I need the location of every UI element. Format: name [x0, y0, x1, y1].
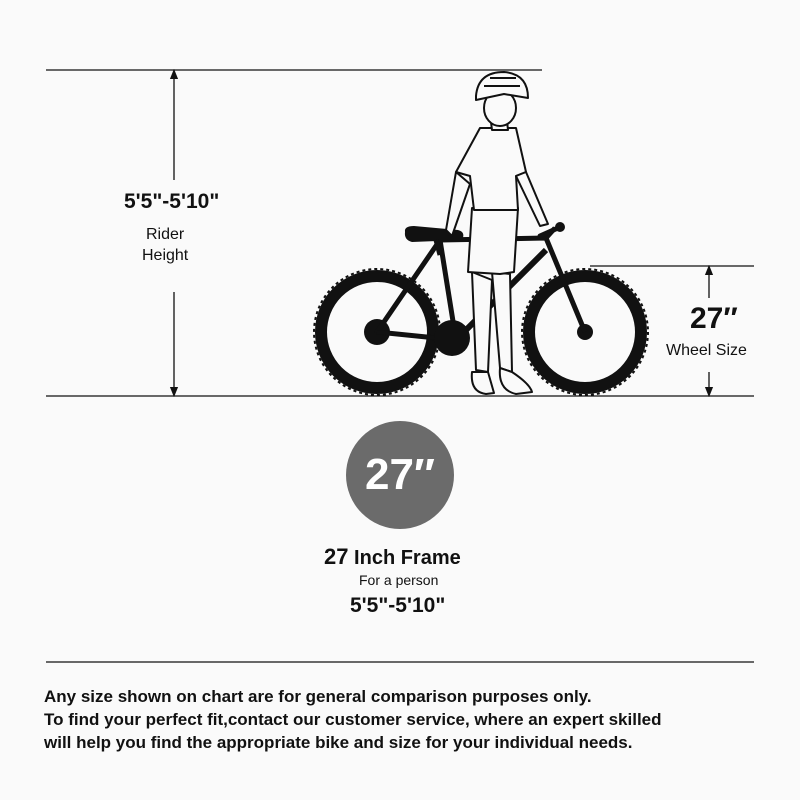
wheel-size-value: 27″	[690, 302, 738, 335]
frame-number: 27	[324, 544, 349, 569]
wheel-size-label: Wheel Size	[666, 342, 747, 359]
frame-subtitle: For a person	[359, 572, 439, 588]
rider-height-label-line2: Height	[142, 247, 189, 264]
disclaimer-line2: To find your perfect fit,contact our customer service, where an expert skilled	[44, 710, 662, 729]
frame-size-badge: 27″	[346, 421, 454, 529]
disclaimer-line1: Any size shown on chart are for general comparison purposes only.	[44, 687, 592, 706]
frame-title-text: Inch Frame	[354, 547, 461, 569]
frame-title	[324, 544, 461, 570]
rider-height-label-line1: Rider	[146, 226, 185, 243]
rider-height-label	[142, 224, 188, 266]
disclaimer-line3: will help you find the appropriate bike and size for your individual needs.	[44, 733, 633, 752]
disclaimer	[44, 685, 764, 754]
frame-height-range: 5'5"-5'10"	[350, 594, 446, 617]
rider-height-value: 5'5"-5'10"	[124, 190, 220, 213]
